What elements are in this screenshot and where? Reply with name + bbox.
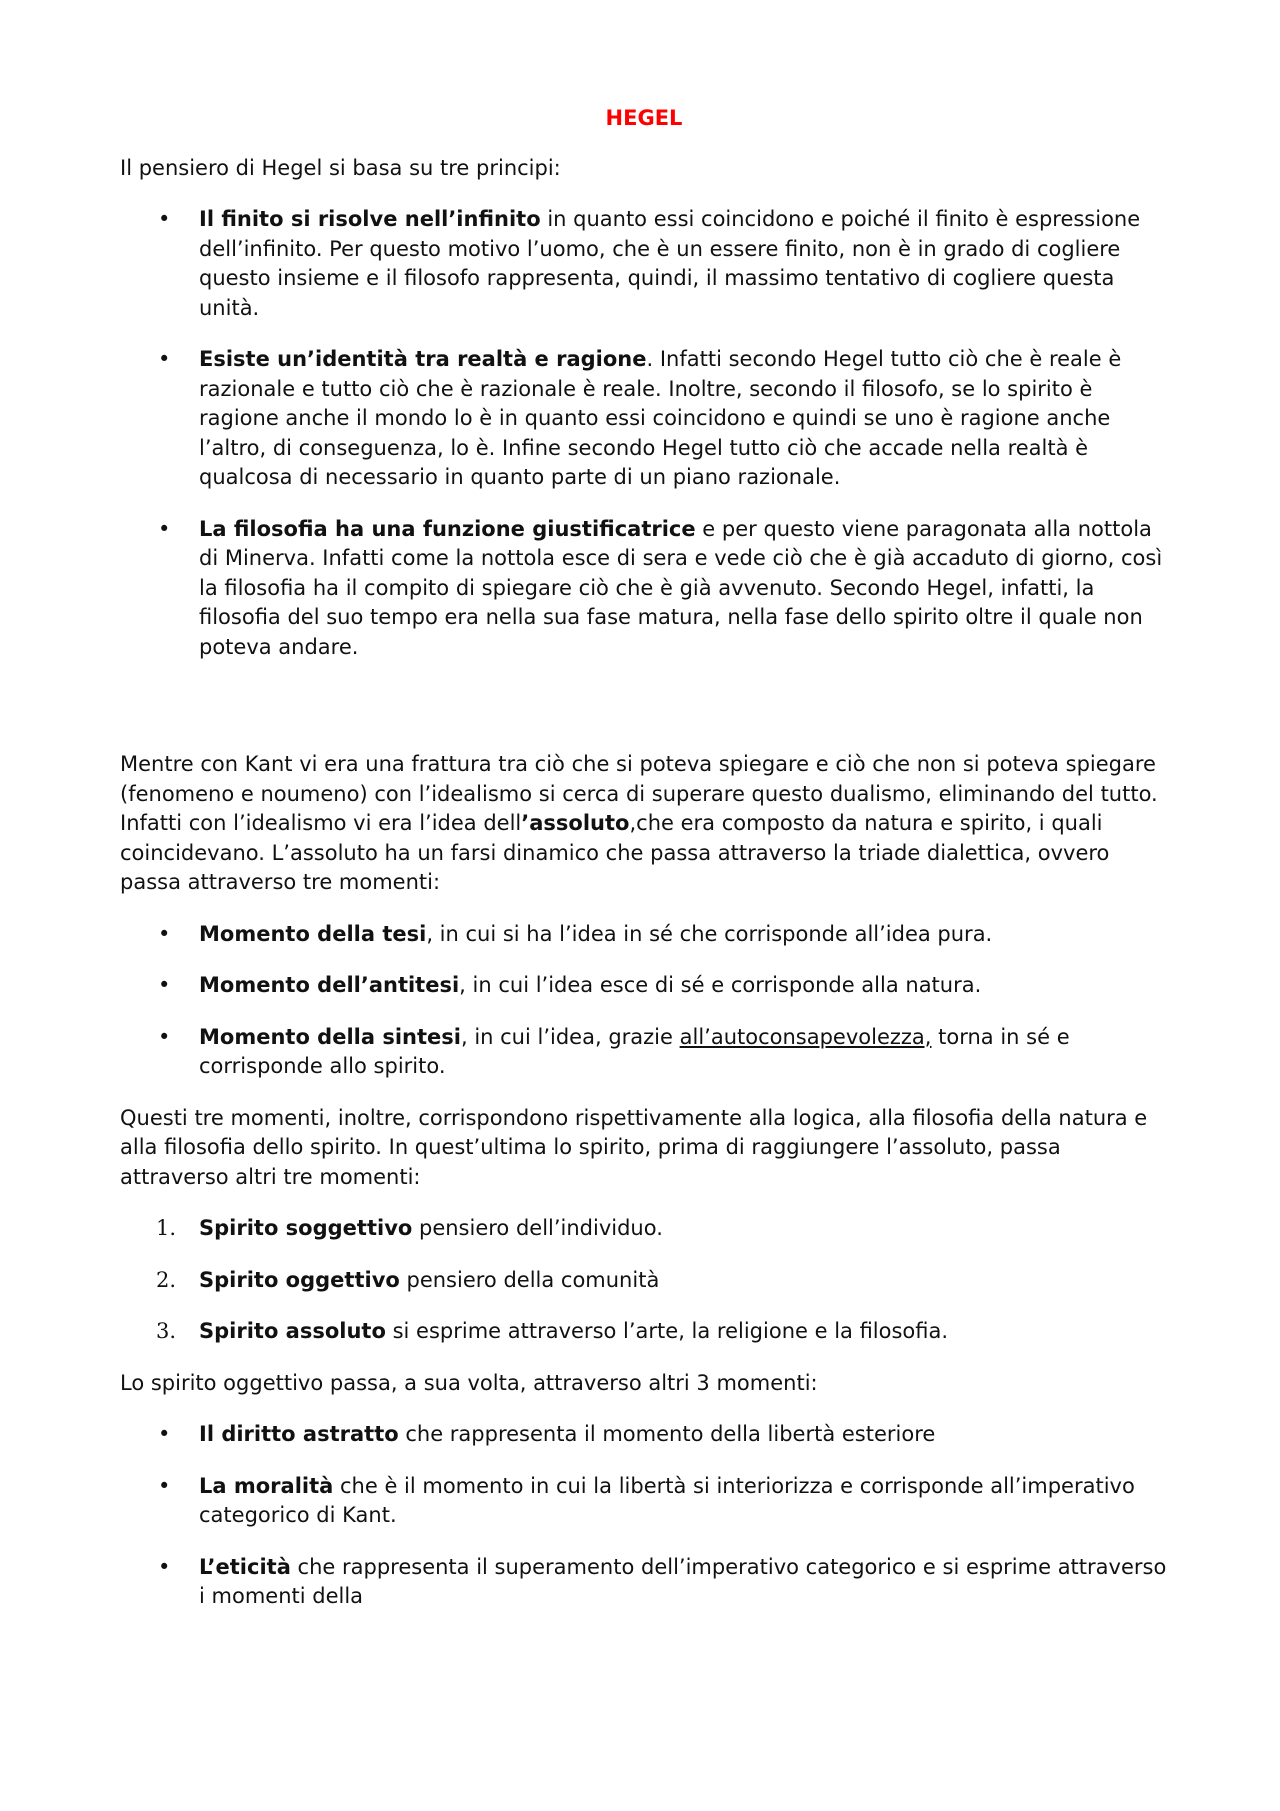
principle-text: . Infatti secondo Hegel tutto ciò che è reale è razionale e tutto ciò che è razionale è reale. Inoltre, secondo il filosofo, se lo spirito è ragione anche il mondo lo è in quanto essi coincidono e quindi se uno è ragione anche l’altro, di conseguenza, lo è. Infine secondo Hegel tutto ciò che accade nella realtà è qualcosa di necessario in quanto parte di un piano razionale. — [199, 347, 1122, 489]
spirit-item — [120, 1317, 1168, 1347]
moment-text: , in cui l’idea, grazie — [460, 1024, 680, 1049]
spirit-item — [120, 1266, 1168, 1296]
moment-item — [120, 971, 1168, 1001]
underlined-term: all’autoconsapevolezza, — [679, 1024, 932, 1049]
bullet-icon: • — [158, 207, 171, 231]
bullet-icon: • — [158, 516, 171, 541]
kant-text-after: ,che era composto da natura e spirito, i quali coincidevano. L’assoluto ha un farsi dinamico che passa attraverso la triade dialettica, ovvero passa attraverso tre momenti: — [120, 811, 1110, 894]
kant-text-before: Mentre con Kant vi era una frattura tra ciò che si poteva spiegare e ciò che non si poteva spiegare (fenomeno e noumeno) con l’idealismo si cerca di superare questo dualismo, eliminando del tutto. Infatti con l’idealismo vi era l’idea dell — [120, 752, 1158, 835]
document-body — [120, 104, 1168, 1634]
principle-heading: Il finito si risolve nell’infinito — [199, 207, 541, 231]
principle-text: e per questo viene paragonata alla nottola di Minerva. Infatti come la nottola esce di sera e vede ciò che è già accaduto di giorno, così la filosofia ha il compito di spiegare ciò che è già avvenuto. Secondo Hegel, infatti, la filosofia del suo tempo era nella sua fase matura, nella fase dello spirito oltre il quale non poteva andare. — [199, 516, 1163, 659]
paragraph-gap — [120, 684, 1168, 750]
intro-paragraph: Il pensiero di Hegel si basa su tre principi: — [120, 155, 561, 180]
list-number: 1. — [156, 1216, 177, 1240]
objective-text: che rappresenta il momento della libertà esteriore — [398, 1422, 936, 1446]
principles-list — [120, 205, 1168, 662]
bullet-icon: • — [158, 347, 171, 371]
moment-text-after: torna in sé e corrisponde allo spirito. — [199, 1024, 1070, 1078]
bullet-icon: • — [158, 1554, 171, 1579]
spirit-heading: Spirito oggettivo — [199, 1267, 400, 1292]
moment-heading: Momento della tesi — [199, 921, 427, 946]
objective-item — [120, 1553, 1168, 1612]
spirit-heading: Spirito soggettivo — [199, 1216, 413, 1240]
bullet-icon: • — [158, 973, 171, 997]
objective-text: che rappresenta il superamento dell’imperativo categorico e si esprime attraverso i momenti della — [199, 1554, 1167, 1608]
objective-item — [120, 1420, 1168, 1450]
moment-text: , in cui l’idea esce di sé e corrisponde alla natura. — [459, 973, 982, 997]
principle-item — [120, 515, 1168, 663]
bullet-icon: • — [158, 1422, 171, 1446]
spirit-text: pensiero della comunità — [399, 1267, 660, 1292]
spirit-text: pensiero dell’individuo. — [412, 1216, 663, 1240]
kant-paragraph — [120, 750, 1168, 898]
objective-moments-list — [120, 1420, 1168, 1612]
objective-text: che è il momento in cui la libertà si interiorizza e corrisponde all’imperativo categorico di Kant. — [199, 1473, 1135, 1527]
principle-text: in quanto essi coincidono e poiché il finito è espressione dell’infinito. Per questo motivo l’uomo, che è un essere finito, non è in grado di cogliere questo insieme e il filosofo rappresenta, quindi, il massimo tentativo di cogliere questa unità. — [199, 207, 1141, 320]
spirit-text: si esprime attraverso l’arte, la religione e la filosofia. — [385, 1319, 949, 1343]
objective-heading: L’eticità — [199, 1554, 291, 1579]
moment-heading: Momento dell’antitesi — [199, 973, 460, 997]
list-number: 3. — [156, 1319, 177, 1343]
moment-heading: Momento della sintesi — [199, 1024, 461, 1049]
logic-paragraph: Questi tre momenti, inoltre, corrispondono rispettivamente alla logica, alla filosofia della natura e alla filosofia dello spirito. In quest’ultima lo spirito, prima di raggiungere l’assoluto, passa attraverso altri tre momenti: — [120, 1105, 1148, 1189]
bullet-icon: • — [158, 1473, 171, 1498]
objective-item — [120, 1472, 1168, 1531]
moment-item — [120, 920, 1168, 950]
spirit-heading: Spirito assoluto — [199, 1319, 386, 1343]
objective-paragraph: Lo spirito oggettivo passa, a sua volta, attraverso altri 3 momenti: — [120, 1370, 818, 1395]
moment-item — [120, 1023, 1168, 1082]
principle-item — [120, 205, 1168, 323]
document-title: HEGEL — [605, 106, 683, 130]
objective-heading: La moralità — [199, 1473, 334, 1498]
bullet-icon: • — [158, 921, 171, 946]
assoluto-term: ’assoluto — [521, 811, 630, 835]
dialectic-moments-list — [120, 920, 1168, 1082]
principle-heading: Esiste un’identità tra realtà e ragione — [199, 347, 647, 371]
list-number: 2. — [156, 1267, 177, 1292]
spirit-item — [120, 1214, 1168, 1244]
principle-item — [120, 345, 1168, 493]
moment-text: , in cui si ha l’idea in sé che corrisponde all’idea pura. — [426, 921, 993, 946]
bullet-icon: • — [158, 1024, 171, 1049]
spirit-moments-list — [120, 1214, 1168, 1347]
objective-heading: Il diritto astratto — [199, 1422, 399, 1446]
principle-heading: La filosofia ha una funzione giustificatrice — [199, 516, 696, 541]
